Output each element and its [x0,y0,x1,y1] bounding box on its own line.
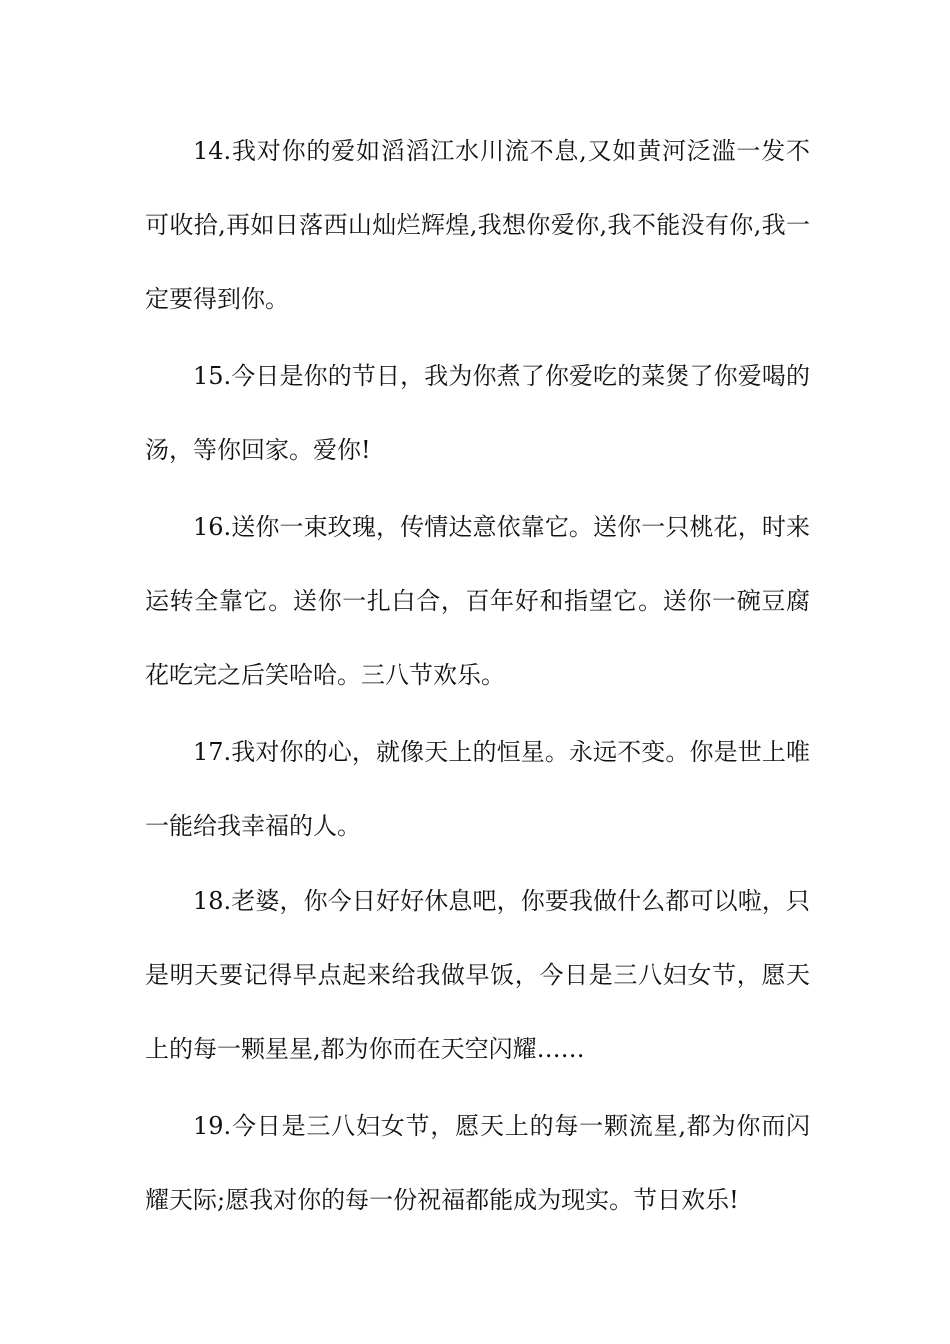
paragraph-17: 17.我对你的心，就像天上的恒星。永远不变。你是世上唯一能给我幸福的人。 [145,738,810,840]
paragraph-19: 19.今日是三八妇女节，愿天上的每一颗流星,都为你而闪耀天际;愿我对你的每一份祝福都能成为现实。节日欢乐! [145,1112,810,1214]
paragraph-15: 15.今日是你的节日，我为你煮了你爱吃的菜煲了你爱喝的汤，等你回家。爱你! [145,362,810,464]
paragraph-18: 18.老婆，你今日好好休息吧，你要我做什么都可以啦，只是明天要记得早点起来给我做早饭，今日是三八妇女节，愿天上的每一颗星星,都为你而在天空闪耀…… [145,887,810,1063]
paragraph-14: 14.我对你的爱如滔滔江水川流不息,又如黄河泛滥一发不可收拾,再如日落西山灿烂辉煌,我想你爱你,我不能没有你,我一定要得到你。 [145,137,810,313]
paragraph-16: 16.送你一束玫瑰，传情达意依靠它。送你一只桃花，时来运转全靠它。送你一扎白合，百年好和指望它。送你一碗豆腐花吃完之后笑哈哈。三八节欢乐。 [145,513,810,689]
